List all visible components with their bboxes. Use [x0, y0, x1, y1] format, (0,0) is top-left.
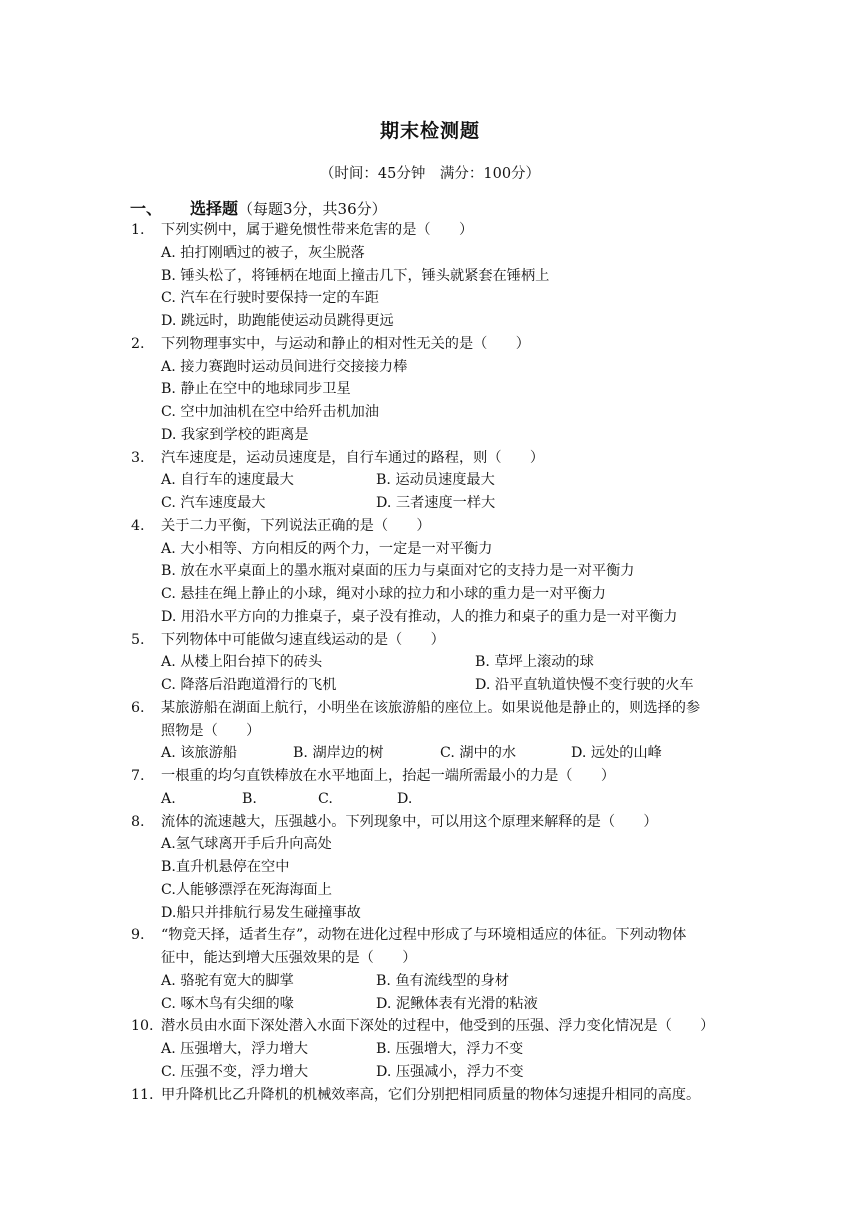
section-label: 选择题 — [190, 199, 239, 218]
question-text: 关于二力平衡，下列说法正确的是（ ） — [161, 517, 431, 534]
answer-option: B. — [242, 790, 257, 807]
answer-option: B. 鱼有流线型的身材 — [376, 972, 509, 989]
answer-option: B. 运动员速度最大 — [376, 472, 495, 489]
answer-option: B. 静止在空中的地球同步卫星 — [161, 381, 351, 398]
question-text: 一根重的均匀直铁棒放在水平地面上，抬起一端所需最小的力是（ ） — [161, 768, 616, 784]
answer-option: A.氢气球离开手后升向高处 — [161, 836, 332, 853]
answer-option: A. 骆驼有宽大的脚掌 — [161, 972, 294, 989]
answer-option: D. 远处的山峰 — [571, 745, 662, 762]
answer-option: A. 该旅游船 — [161, 745, 238, 762]
question-text: 下列物体中可能做匀速直线运动的是（ ） — [161, 631, 445, 648]
section-note: （每题3分，共36分） — [238, 200, 387, 218]
answer-option: A. 大小相等、方向相反的两个力，一定是一对平衡力 — [161, 540, 493, 557]
question-text: 征中，能达到增大压强效果的是（ ） — [161, 950, 417, 966]
answer-option: A. 压强增大，浮力增大 — [161, 1041, 308, 1057]
question-number: 4. — [131, 517, 145, 534]
section-number: 一、 — [130, 199, 163, 218]
answer-option: C. 空中加油机在空中给歼击机加油 — [161, 404, 379, 420]
answer-option: B. 湖岸边的树 — [293, 745, 384, 762]
question-number: 8. — [131, 813, 145, 830]
answer-option: B. 放在水平桌面上的墨水瓶对桌面的压力与桌面对它的支持力是一对平衡力 — [161, 563, 635, 580]
question-number: 9. — [131, 927, 145, 944]
answer-option: D. 用沿水平方向的力推桌子，桌子没有推动，人的推力和桌子的重力是一对平衡力 — [161, 608, 678, 625]
question-text: 某旅游船在湖面上航行，小明坐在该旅游船的座位上。如果说他是静止的，则选择的参 — [161, 699, 701, 716]
answer-option: C. — [318, 790, 333, 807]
question-number: 3. — [131, 449, 145, 466]
answer-option: B. 压强增大，浮力不变 — [376, 1041, 524, 1057]
answer-option: C. 汽车速度最大 — [161, 495, 266, 511]
answer-option: D.船只并排航行易发生碰撞事故 — [161, 904, 361, 921]
question-number: 6. — [131, 699, 145, 716]
answer-option: C. 啄木鸟有尖细的喙 — [161, 995, 294, 1012]
question-number: 10. — [131, 1018, 154, 1035]
question-text: 潜水员由水面下深处潜入水面下深处的过程中，他受到的压强、浮力变化情况是（ ） — [161, 1018, 715, 1035]
answer-option: D. 三者速度一样大 — [376, 495, 496, 511]
answer-option: C. 悬挂在绳上静止的小球，绳对小球的拉力和小球的重力是一对平衡力 — [161, 586, 606, 602]
question-number: 7. — [131, 768, 145, 784]
section-heading — [130, 196, 387, 219]
answer-option: C. 汽车在行驶时要保持一定的车距 — [161, 290, 379, 307]
answer-option: C. 降落后沿跑道滑行的飞机 — [161, 677, 337, 693]
question-text: 下列实例中，属于避免惯性带来危害的是（ ） — [161, 222, 474, 238]
question-number: 2. — [131, 335, 145, 352]
answer-option: A. 接力赛跑时运动员间进行交接接力棒 — [161, 358, 408, 375]
question-text: 流体的流速越大，压强越小。下列现象中，可以用这个原理来解释的是（ ） — [161, 813, 658, 830]
answer-option: A. 自行车的速度最大 — [161, 472, 294, 489]
page-title: 期末检测题 — [379, 120, 480, 142]
answer-option: B. 锤头松了，将锤柄在地面上撞击几下，锤头就紧套在锤柄上 — [161, 267, 550, 284]
answer-option: B. 草坪上滚动的球 — [475, 654, 594, 671]
answer-option: D. 我家到学校的距离是 — [161, 426, 309, 443]
answer-option: C.人能够漂浮在死海海面上 — [161, 881, 332, 898]
answer-option: D. — [397, 790, 413, 807]
question-number: 5. — [131, 631, 145, 648]
question-text: 甲升降机比乙升降机的机械效率高，它们分别把相同质量的物体匀速提升相同的高度。 — [161, 1086, 701, 1103]
answer-option: C. 压强不变，浮力增大 — [161, 1063, 309, 1080]
answer-option: A. 从楼上阳台掉下的砖头 — [161, 654, 323, 671]
answer-option: D. 跳远时，助跑能使运动员跳得更远 — [161, 313, 394, 329]
question-number: 11. — [131, 1086, 154, 1103]
answer-option: A. 拍打刚晒过的被子，灰尘脱落 — [161, 244, 365, 261]
answer-option: A. — [161, 790, 176, 807]
question-number: 1. — [131, 222, 145, 238]
question-text: “物竞天择，适者生存”，动物在进化过程中形成了与环境相适应的体征。下列动物体 — [161, 927, 687, 944]
answer-option: C. 湖中的水 — [440, 745, 517, 762]
answer-option: D. 泥鳅体表有光滑的粘液 — [376, 995, 538, 1012]
answer-option: D. 沿平直轨道快慢不变行驶的火车 — [475, 677, 694, 693]
answer-option: D. 压强减小，浮力不变 — [376, 1063, 524, 1080]
page-subtitle: （时间：45分钟 满分：100分） — [319, 166, 541, 182]
answer-option: B.直升机悬停在空中 — [161, 859, 290, 875]
question-text: 下列物理事实中，与运动和静止的相对性无关的是（ ） — [161, 335, 530, 352]
question-text: 汽车速度是，运动员速度是，自行车通过的路程，则（ ） — [161, 449, 545, 466]
question-text: 照物是（ ） — [161, 722, 261, 739]
